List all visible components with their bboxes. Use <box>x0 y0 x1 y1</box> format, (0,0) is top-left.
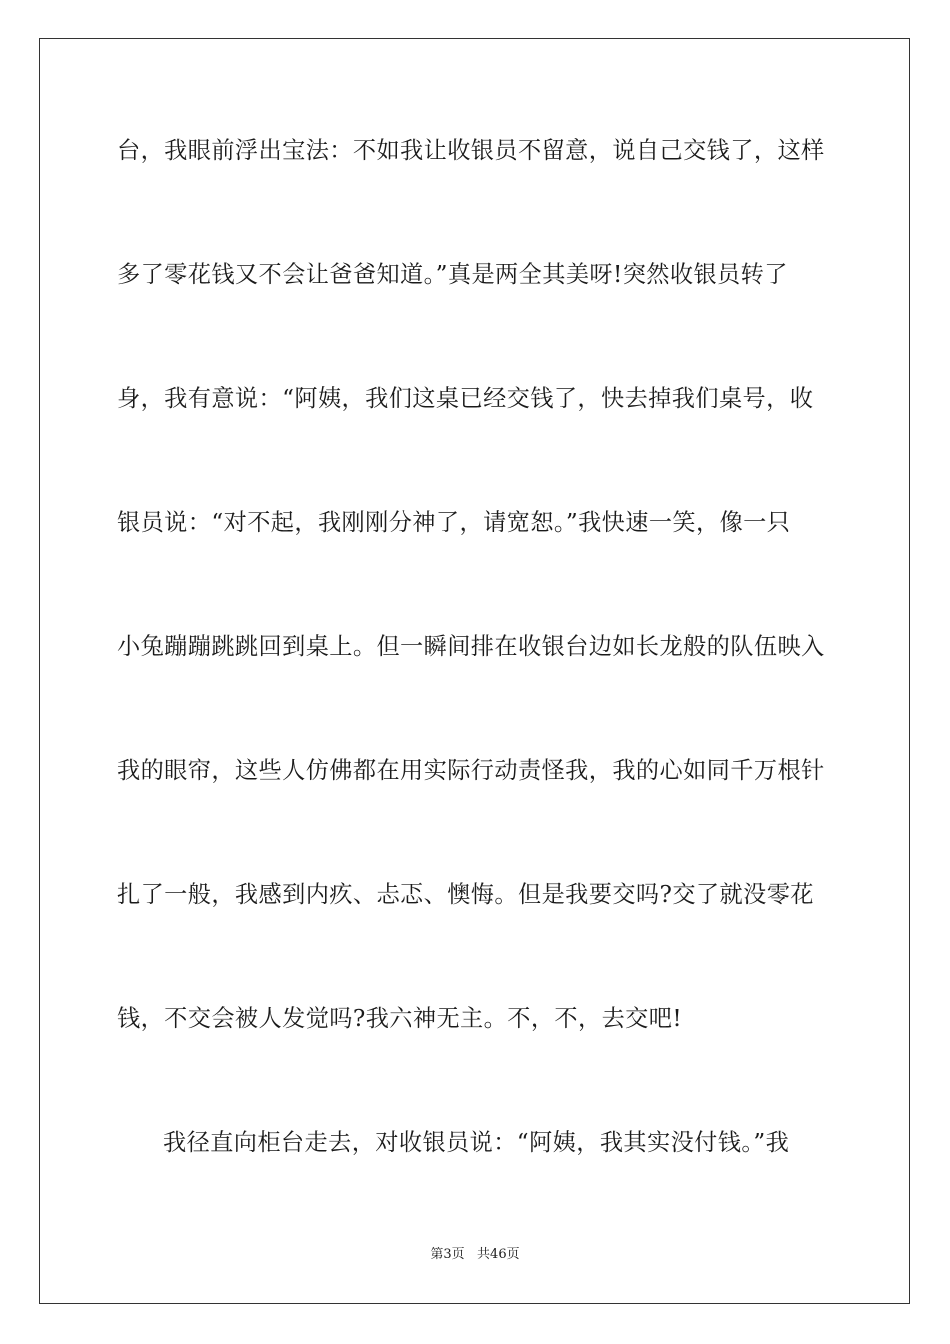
paragraph-line-1: 台，我眼前浮出宝法：不如我让收银员不留意，说自己交钱了，这样 <box>117 137 825 164</box>
paragraph-line-2: 多了零花钱又不会让爸爸知道。”真是两全其美呀!突然收银员转了 <box>117 261 788 288</box>
paragraph-line-8: 钱，不交会被人发觉吗?我六神无主。不，不，去交吧! <box>117 1005 683 1032</box>
paragraph-line-9: 我径直向柜台走去，对收银员说：“阿姨，我其实没付钱。”我 <box>163 1129 790 1156</box>
paragraph-line-5: 小兔蹦蹦跳跳回到桌上。但一瞬间排在收银台边如长龙般的队伍映入 <box>117 633 825 660</box>
paragraph-line-3: 身，我有意说：“阿姨，我们这桌已经交钱了，快去掉我们桌号，收 <box>117 385 814 412</box>
paragraph-line-6: 我的眼帘，这些人仿佛都在用实际行动责怪我，我的心如同千万根针 <box>117 757 825 784</box>
paragraph-line-4: 银员说：“对不起，我刚刚分神了，请宽恕。”我快速一笑，像一只 <box>117 509 791 536</box>
paragraph-line-7: 扎了一般，我感到内疚、忐忑、懊悔。但是我要交吗?交了就没零花 <box>117 881 814 908</box>
page-border <box>39 38 910 1304</box>
page-number-footer: 第3页 共46页 <box>430 1247 520 1262</box>
